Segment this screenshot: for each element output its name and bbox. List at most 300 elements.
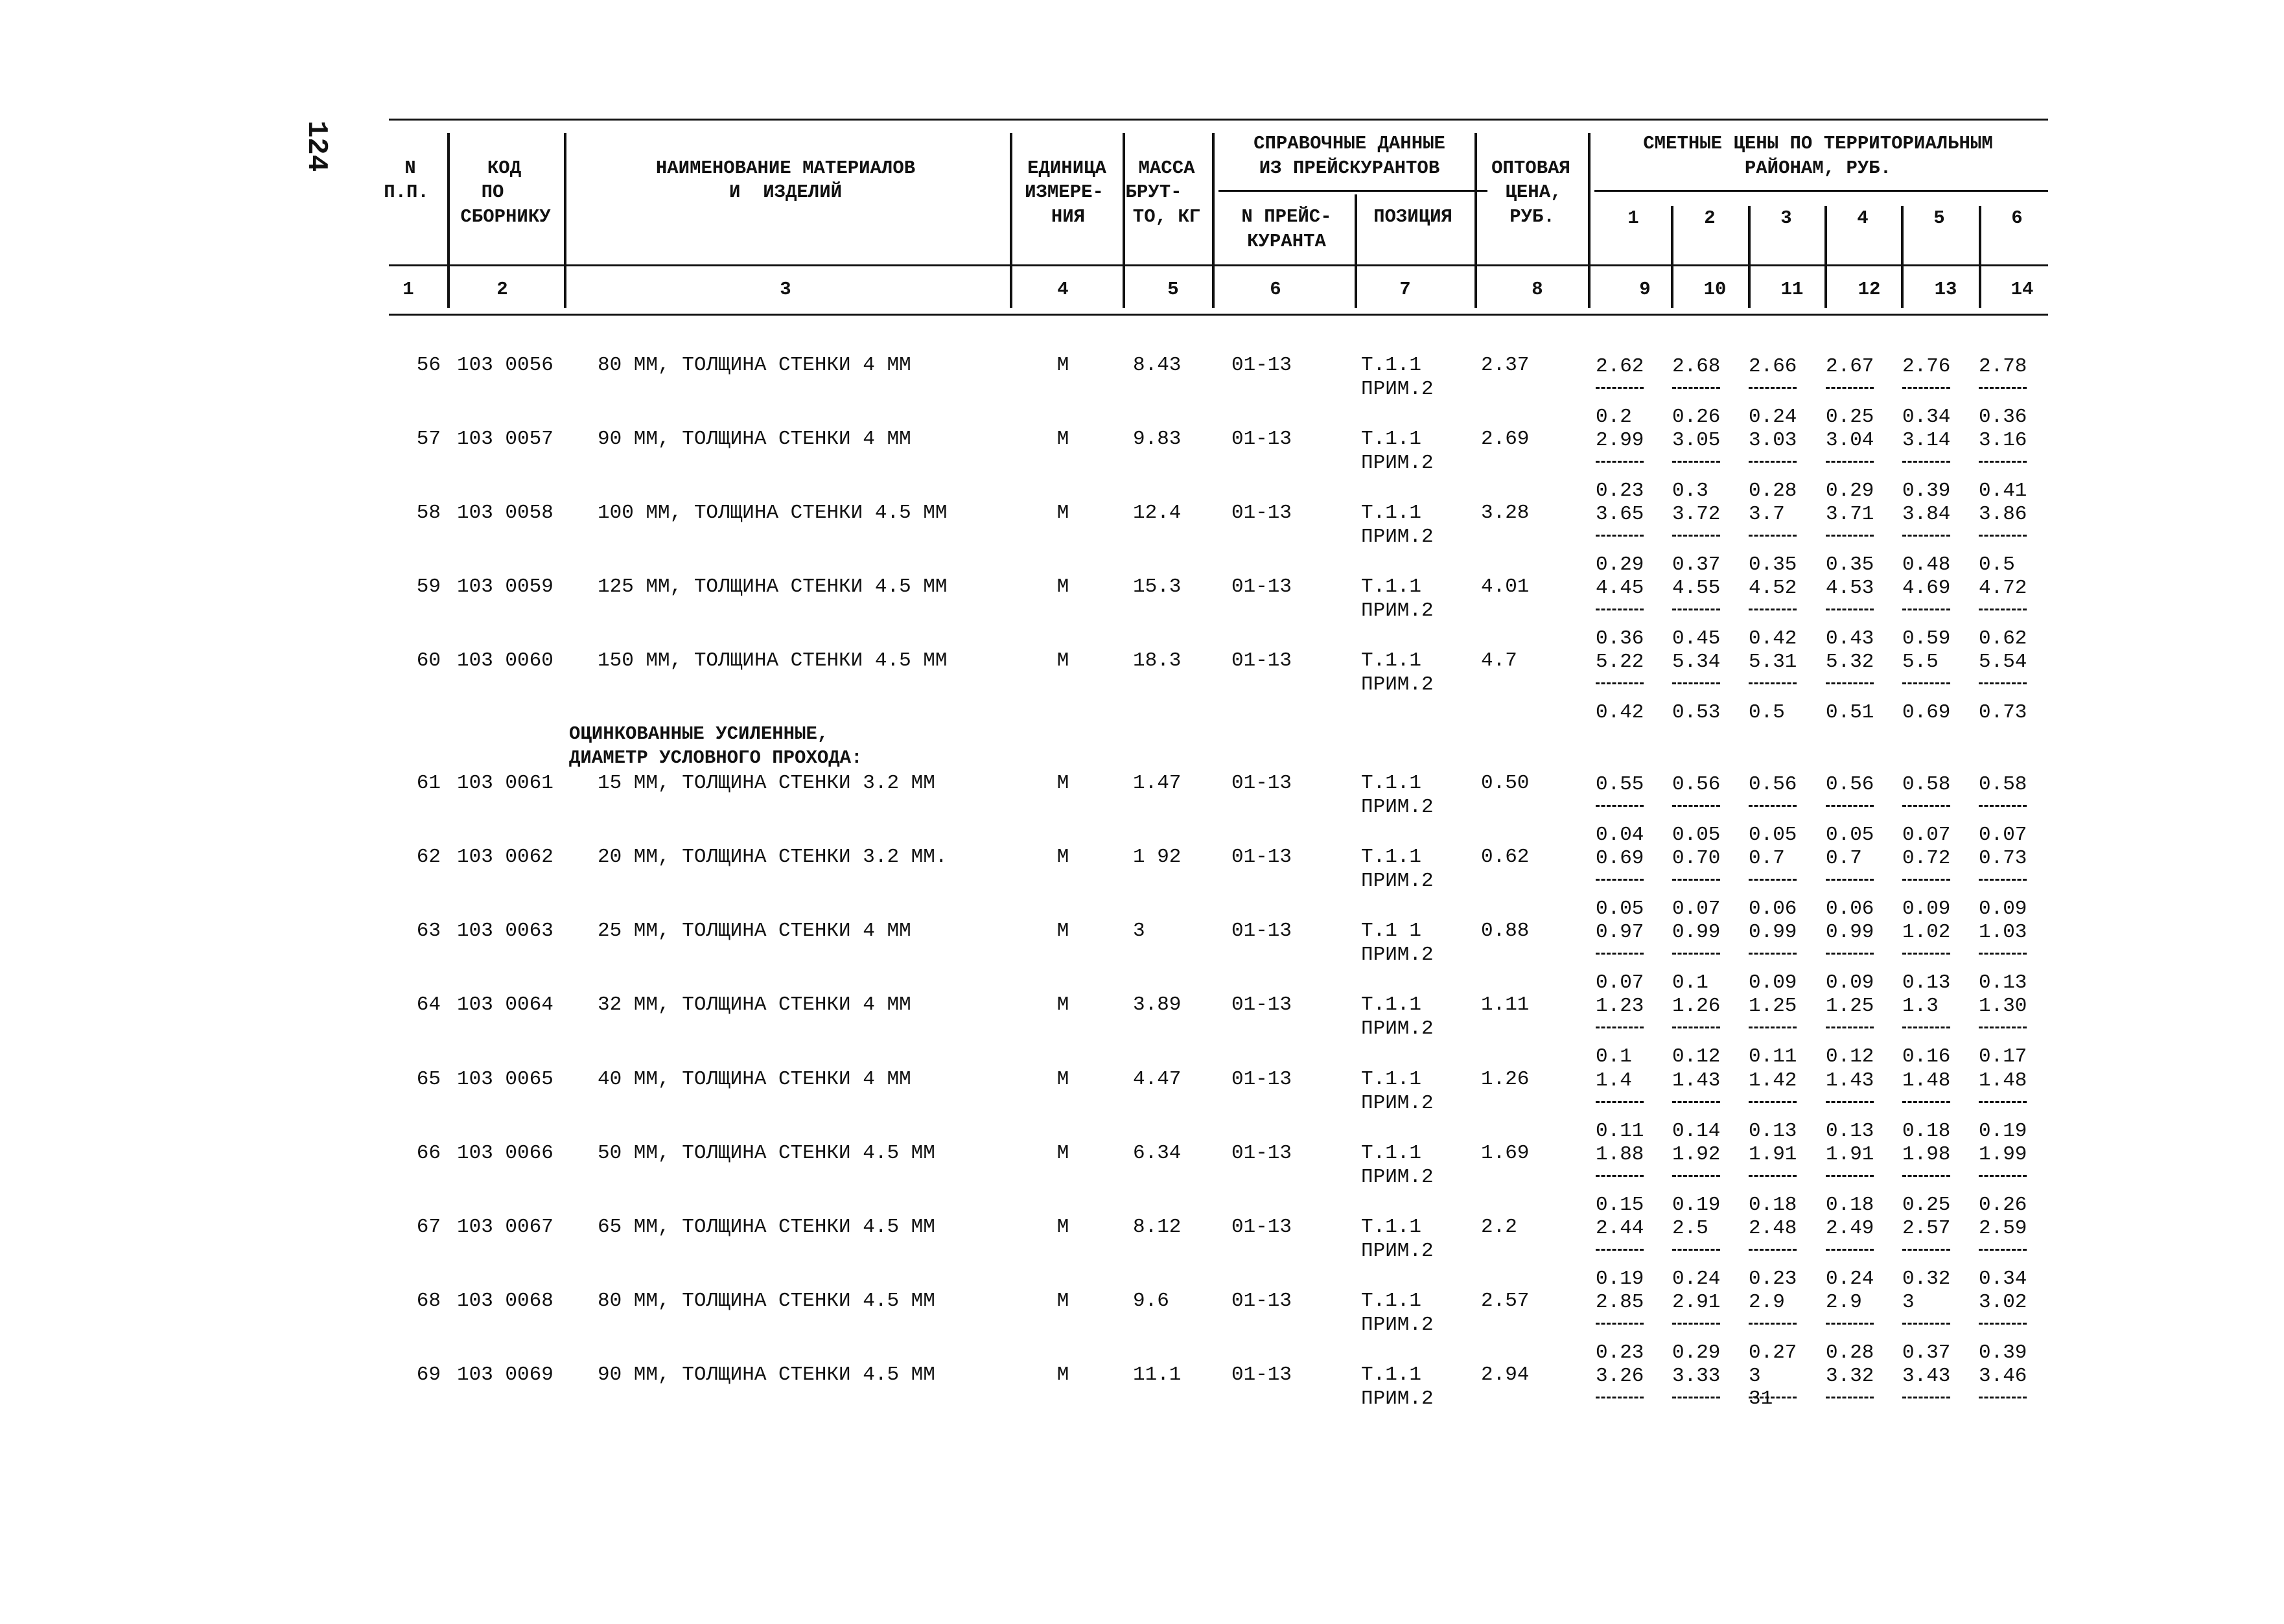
region-price-addon: 0.32 (1902, 1268, 1951, 1290)
section-title: ОЦИНКОВАННЫЕ УСИЛЕННЫЕ, (569, 723, 829, 745)
fraction-bar (1749, 879, 1797, 881)
row-position: Т.1.1 (1361, 502, 1422, 524)
region-price-value: 3.86 (1979, 503, 2027, 526)
col-sep (1010, 133, 1012, 308)
region-price-addon: 0.59 (1902, 627, 1951, 650)
fraction-bar (1749, 609, 1797, 610)
row-name: 100 ММ, ТОЛЩИНА СТЕНКИ 4.5 ММ (598, 502, 948, 524)
region-price-addon: 0.29 (1672, 1341, 1721, 1364)
region-price-value: 5.5 (1902, 651, 1939, 673)
row-price-list: 01-13 (1231, 1142, 1292, 1165)
region-price-value: 3.84 (1902, 503, 1951, 526)
row-mass: 8.12 (1133, 1216, 1182, 1238)
row-wholesale-price: 2.69 (1481, 428, 1530, 450)
region-price-addon: 0.23 (1749, 1268, 1797, 1290)
fraction-bar (1826, 953, 1874, 955)
col-sep (1979, 206, 1981, 308)
fraction-bar (1902, 609, 1950, 610)
region-price-addon: 0.05 (1672, 824, 1721, 846)
region-price-value: 0.56 (1749, 773, 1797, 796)
region-price-value: 1.99 (1979, 1143, 2027, 1166)
table-row (0, 577, 2284, 651)
fraction-bar (1826, 609, 1874, 610)
region-price-value: 5.32 (1826, 651, 1874, 673)
col-n-title: П.П. (384, 181, 429, 203)
table-row (0, 1069, 2284, 1144)
region-price-addon: 0.2 (1596, 406, 1632, 428)
col-price-title: РУБ. (1509, 206, 1555, 227)
fraction-bar (1826, 1027, 1874, 1028)
fraction-bar (1826, 387, 1874, 389)
region-price-addon: 0.07 (1979, 824, 2027, 846)
region-price-value: 5.31 (1749, 651, 1797, 673)
col-n-title: N (404, 157, 416, 179)
table-row (0, 847, 2284, 922)
region-price-addon: 0.18 (1826, 1194, 1874, 1216)
row-number: 58 (416, 502, 441, 524)
region-price-addon: 0.34 (1979, 1268, 2027, 1290)
header-regions-rule (1594, 190, 2048, 192)
region-price-value: 3.72 (1672, 503, 1721, 526)
region-price-value: 5.22 (1596, 651, 1644, 673)
row-number: 68 (416, 1290, 441, 1312)
col-num: 8 (1532, 279, 1543, 300)
row-code: 103 0063 (457, 920, 554, 942)
region-price-value: 1.25 (1826, 995, 1874, 1017)
row-name: 150 ММ, ТОЛЩИНА СТЕНКИ 4.5 ММ (598, 649, 948, 672)
region-price-value: 4.45 (1596, 577, 1644, 599)
region-price-value: 1.43 (1826, 1069, 1874, 1092)
fraction-bar (1672, 535, 1720, 537)
row-mass: 4.47 (1133, 1068, 1182, 1091)
row-position-note: ПРИМ.2 (1361, 1314, 1434, 1336)
col-num: 2 (496, 279, 508, 300)
col-name-title: НАИМЕНОВАНИЕ МАТЕРИАЛОВ (655, 157, 916, 179)
region-price-value: 3.32 (1826, 1365, 1874, 1387)
regions-title: РАЙОНАМ, РУБ. (1744, 157, 1892, 179)
fraction-bar (1979, 682, 2027, 684)
fraction-bar (1826, 1323, 1874, 1325)
region-price-addon: 0.09 (1826, 971, 1874, 994)
table-row (0, 1365, 2284, 1439)
col-price-title: ОПТОВАЯ (1491, 157, 1570, 179)
fraction-bar (1902, 1175, 1950, 1177)
fraction-bar (1596, 1175, 1644, 1177)
table-row (0, 921, 2284, 995)
fraction-bar (1979, 879, 2027, 881)
col-num: 3 (780, 279, 791, 300)
fraction-bar (1672, 1323, 1720, 1325)
region-price-value: 2.44 (1596, 1217, 1644, 1240)
row-position-note: ПРИМ.2 (1361, 673, 1434, 696)
row-position-note: ПРИМ.2 (1361, 1017, 1434, 1040)
fraction-bar (1672, 805, 1720, 807)
row-mass: 12.4 (1133, 502, 1182, 524)
fraction-bar (1596, 953, 1644, 955)
region-price-value: 3.43 (1902, 1365, 1951, 1387)
row-number: 64 (416, 993, 441, 1016)
region-price-addon: 0.1 (1672, 971, 1708, 994)
row-position-note: ПРИМ.2 (1361, 1166, 1434, 1189)
row-code: 103 0057 (457, 428, 554, 450)
row-mass: 3.89 (1133, 993, 1182, 1016)
col-num: 4 (1057, 279, 1069, 300)
ref-title: СПРАВОЧНЫЕ ДАННЫЕ (1253, 133, 1445, 154)
col-code-title: КОД (487, 157, 522, 179)
col-sep (564, 133, 566, 308)
row-position: Т.1.1 (1361, 575, 1422, 598)
region-price-addon: 0.19 (1979, 1120, 2027, 1143)
row-price-list: 01-13 (1231, 920, 1292, 942)
fraction-bar (1749, 1027, 1797, 1028)
row-price-list: 01-13 (1231, 772, 1292, 795)
row-price-list: 01-13 (1231, 354, 1292, 377)
fraction-bar (1749, 805, 1797, 807)
region-price-addon: 0.27 (1749, 1341, 1797, 1364)
fraction-bar (1749, 535, 1797, 537)
col-num: 1 (402, 279, 414, 300)
table-row (0, 651, 2284, 725)
row-mass: 3 (1133, 920, 1145, 942)
table-row (0, 429, 2284, 504)
row-name: 20 ММ, ТОЛЩИНА СТЕНКИ 3.2 ММ. (598, 846, 948, 868)
region-price-addon: 0.62 (1979, 627, 2027, 650)
region-price-addon: 0.26 (1979, 1194, 2027, 1216)
row-unit: М (1056, 575, 1069, 598)
region-price-value: 3 (1902, 1291, 1915, 1314)
col-code-title: ПО (481, 181, 504, 203)
region-price-addon: 0.12 (1826, 1045, 1874, 1068)
fraction-bar (1672, 387, 1720, 389)
row-position: Т.1 1 (1361, 920, 1422, 942)
region-price-value: 0.97 (1596, 921, 1644, 944)
region-price-addon: 0.07 (1902, 824, 1951, 846)
region-price-value: 3.03 (1749, 429, 1797, 452)
row-position-note: ПРИМ.2 (1361, 526, 1434, 548)
region-price-value: 0.72 (1902, 847, 1951, 870)
fraction-bar (1596, 682, 1644, 684)
region-num: 4 (1857, 207, 1869, 229)
fraction-bar (1749, 682, 1797, 684)
fraction-bar (1979, 461, 2027, 463)
fraction-bar (1826, 461, 1874, 463)
region-price-addon: 0.42 (1749, 627, 1797, 650)
row-unit: М (1056, 920, 1069, 942)
col-code-title: СБОРНИКУ (460, 206, 551, 227)
row-wholesale-price: 3.28 (1481, 502, 1530, 524)
region-price-value: 1.48 (1979, 1069, 2027, 1092)
fraction-bar (1979, 1175, 2027, 1177)
section-title: ДИАМЕТР УСЛОВНОГО ПРОХОДА: (569, 747, 863, 769)
row-code: 103 0059 (457, 575, 554, 598)
region-price-addon: 0.13 (1979, 971, 2027, 994)
fraction-bar (1902, 387, 1950, 389)
fraction-bar (1902, 953, 1950, 955)
fraction-bar (1902, 682, 1950, 684)
row-position-note: ПРИМ.2 (1361, 599, 1434, 622)
row-position: Т.1.1 (1361, 1216, 1422, 1238)
region-num: 2 (1704, 207, 1716, 229)
header-mid-rule (389, 264, 2048, 266)
row-name: 15 ММ, ТОЛЩИНА СТЕНКИ 3.2 ММ (598, 772, 935, 795)
region-price-addon: 0.15 (1596, 1194, 1644, 1216)
row-number: 61 (416, 772, 441, 795)
region-price-addon: 0.43 (1826, 627, 1874, 650)
fraction-bar (1826, 1175, 1874, 1177)
region-price-addon: 0.06 (1826, 898, 1874, 920)
row-position: Т.1.1 (1361, 772, 1422, 795)
fraction-bar (1672, 953, 1720, 955)
row-mass: 9.83 (1133, 428, 1182, 450)
region-price-addon: 0.35 (1749, 553, 1797, 576)
row-wholesale-price: 0.50 (1481, 772, 1530, 795)
region-price-addon: 0.39 (1902, 480, 1951, 502)
region-price-addon: 0.13 (1826, 1120, 1874, 1143)
region-price-value: 0.58 (1979, 773, 2027, 796)
region-price-addon: 0.35 (1826, 553, 1874, 576)
row-price-list: 01-13 (1231, 1068, 1292, 1091)
fraction-bar (1672, 609, 1720, 610)
region-price-addon: 0.28 (1749, 480, 1797, 502)
fraction-bar (1826, 805, 1874, 807)
table-row (0, 503, 2284, 577)
fraction-bar (1749, 953, 1797, 955)
row-mass: 18.3 (1133, 649, 1182, 672)
region-price-value: 5.54 (1979, 651, 2027, 673)
region-price-value: 3.16 (1979, 429, 2027, 452)
region-price-addon: 0.5 (1749, 701, 1785, 724)
row-number: 60 (416, 649, 441, 672)
fraction-bar (1672, 461, 1720, 463)
region-price-value: 2.99 (1596, 429, 1644, 452)
col-num: 9 (1639, 279, 1651, 300)
row-price-list: 01-13 (1231, 502, 1292, 524)
row-wholesale-price: 0.62 (1481, 846, 1530, 868)
row-price-list: 01-13 (1231, 1290, 1292, 1312)
fraction-bar (1902, 805, 1950, 807)
col-num: 11 (1780, 279, 1804, 300)
table-row (0, 355, 2284, 430)
col-num: 13 (1934, 279, 1957, 300)
row-position: Т.1.1 (1361, 428, 1422, 450)
region-price-value: 3.05 (1672, 429, 1721, 452)
region-price-addon: 0.41 (1979, 480, 2027, 502)
row-position: Т.1.1 (1361, 1068, 1422, 1091)
row-position-note: ПРИМ.2 (1361, 870, 1434, 892)
row-position-note: ПРИМ.2 (1361, 452, 1434, 474)
row-wholesale-price: 1.26 (1481, 1068, 1530, 1091)
region-price-value: 1.92 (1672, 1143, 1721, 1166)
region-price-value: 0.58 (1902, 773, 1951, 796)
region-price-addon: 0.36 (1979, 406, 2027, 428)
region-price-value: 1.02 (1902, 921, 1951, 944)
row-wholesale-price: 4.01 (1481, 575, 1530, 598)
header-bottom-rule (389, 314, 2048, 316)
region-price-addon: 0.42 (1596, 701, 1644, 724)
col-num: 7 (1399, 279, 1411, 300)
row-wholesale-price: 4.7 (1481, 649, 1517, 672)
region-price-addon: 0.09 (1902, 898, 1951, 920)
row-mass: 11.1 (1133, 1363, 1182, 1386)
col-sep (447, 133, 450, 308)
region-price-value: 0.7 (1749, 847, 1785, 870)
row-unit: М (1056, 1290, 1069, 1312)
row-position: Т.1.1 (1361, 649, 1422, 672)
region-price-value: 2.48 (1749, 1217, 1797, 1240)
col-unit-title: ИЗМЕРЕ- (1025, 181, 1104, 203)
fraction-bar (1902, 1101, 1950, 1103)
row-name: 32 ММ, ТОЛЩИНА СТЕНКИ 4 ММ (598, 993, 911, 1016)
fraction-bar (1902, 879, 1950, 881)
region-price-addon: 0.53 (1672, 701, 1721, 724)
row-position: Т.1.1 (1361, 993, 1422, 1016)
region-price-value: 3.26 (1596, 1365, 1644, 1387)
region-price-value: 3.04 (1826, 429, 1874, 452)
row-price-list: 01-13 (1231, 1363, 1292, 1386)
region-price-value: 1.3 (1902, 995, 1939, 1017)
regions-title: СМЕТНЫЕ ЦЕНЫ ПО ТЕРРИТОРИАЛЬНЫМ (1643, 133, 1993, 154)
region-price-value: 1.30 (1979, 995, 2027, 1017)
col-sep (1123, 133, 1125, 308)
col-unit-title: НИЯ (1051, 206, 1086, 227)
region-price-addon: 0.25 (1902, 1194, 1951, 1216)
region-price-addon: 0.09 (1749, 971, 1797, 994)
fraction-bar (1979, 953, 2027, 955)
table-row (0, 1217, 2284, 1292)
header-top-rule (389, 119, 2048, 121)
region-price-value: 2.62 (1596, 355, 1644, 378)
row-code: 103 0069 (457, 1363, 554, 1386)
region-price-value: 2.76 (1902, 355, 1951, 378)
region-price-addon: 0.73 (1979, 701, 2027, 724)
row-mass: 15.3 (1133, 575, 1182, 598)
fraction-bar (1979, 535, 2027, 537)
fraction-bar (1672, 1027, 1720, 1028)
fraction-bar (1596, 1249, 1644, 1251)
row-position: Т.1.1 (1361, 846, 1422, 868)
region-price-addon: 0.24 (1749, 406, 1797, 428)
fraction-bar (1596, 1323, 1644, 1325)
row-position: Т.1.1 (1361, 354, 1422, 377)
row-name: 90 ММ, ТОЛЩИНА СТЕНКИ 4.5 ММ (598, 1363, 935, 1386)
region-price-value: 3.14 (1902, 429, 1951, 452)
row-code: 103 0065 (457, 1068, 554, 1091)
region-price-addon: 0.45 (1672, 627, 1721, 650)
fraction-bar (1672, 879, 1720, 881)
fraction-bar (1672, 682, 1720, 684)
row-unit: М (1056, 1142, 1069, 1165)
fraction-bar (1902, 1249, 1950, 1251)
region-price-value: 0.70 (1672, 847, 1721, 870)
row-wholesale-price: 1.69 (1481, 1142, 1530, 1165)
region-price-addon: 0.23 (1596, 1341, 1644, 1364)
fraction-bar (1979, 1101, 2027, 1103)
row-code: 103 0064 (457, 993, 554, 1016)
region-price-value: 3.46 (1979, 1365, 2027, 1387)
fraction-bar (1596, 879, 1644, 881)
region-price-value: 1.98 (1902, 1143, 1951, 1166)
region-num: 5 (1933, 207, 1945, 229)
row-code: 103 0062 (457, 846, 554, 868)
fraction-bar (1826, 1397, 1874, 1398)
region-price-value: 2.78 (1979, 355, 2027, 378)
row-number: 59 (416, 575, 441, 598)
region-price-addon: 0.13 (1902, 971, 1951, 994)
region-price-value: 0.56 (1672, 773, 1721, 796)
fraction-bar (1902, 1397, 1950, 1398)
region-num: 6 (2011, 207, 2023, 229)
row-unit: М (1056, 354, 1069, 377)
row-number: 62 (416, 846, 441, 868)
region-price-addon: 0.04 (1596, 824, 1644, 846)
row-wholesale-price: 2.94 (1481, 1363, 1530, 1386)
col-pricelist-title: N ПРЕЙС- (1241, 206, 1332, 227)
col-unit-title: ЕДИНИЦА (1027, 157, 1106, 179)
row-wholesale-price: 2.57 (1481, 1290, 1530, 1312)
col-name-title: И ИЗДЕЛИЙ (728, 181, 843, 203)
row-code: 103 0066 (457, 1142, 554, 1165)
region-price-value: 1.91 (1826, 1143, 1874, 1166)
row-name: 65 ММ, ТОЛЩИНА СТЕНКИ 4.5 ММ (598, 1216, 935, 1238)
region-price-addon: 0.51 (1826, 701, 1874, 724)
row-code: 103 0061 (457, 772, 554, 795)
row-mass: 9.6 (1133, 1290, 1169, 1312)
row-position-note: ПРИМ.2 (1361, 1092, 1434, 1115)
row-position-note: ПРИМ.2 (1361, 378, 1434, 400)
fraction-bar (1749, 1175, 1797, 1177)
row-price-list: 01-13 (1231, 993, 1292, 1016)
region-price-addon: 0.28 (1826, 1341, 1874, 1364)
row-position-note: ПРИМ.2 (1361, 944, 1434, 966)
region-price-addon: 0.69 (1902, 701, 1951, 724)
region-price-addon: 0.09 (1979, 898, 2027, 920)
page-number: 124 (300, 121, 332, 172)
region-price-addon: 0.26 (1672, 406, 1721, 428)
fraction-bar (1749, 1323, 1797, 1325)
row-unit: М (1056, 993, 1069, 1016)
fraction-bar (1902, 535, 1950, 537)
table-row (0, 995, 2284, 1069)
col-mass-title: БРУТ- (1125, 181, 1182, 203)
fraction-bar (1979, 1249, 2027, 1251)
row-price-list: 01-13 (1231, 846, 1292, 868)
region-price-value: 0.99 (1672, 921, 1721, 944)
region-price-value: 3.7 (1749, 503, 1785, 526)
col-pricelist-title: КУРАНТА (1247, 231, 1326, 252)
col-mass-title: МАССА (1138, 157, 1195, 179)
row-price-list: 01-13 (1231, 649, 1292, 672)
col-num: 14 (2010, 279, 2034, 300)
row-position-note: ПРИМ.2 (1361, 1387, 1434, 1410)
fraction-bar (1596, 609, 1644, 610)
col-sep (1901, 206, 1904, 308)
region-price-addon: 0.5 (1979, 553, 2015, 576)
region-price-value: 2.9 (1749, 1291, 1785, 1314)
region-price-value: 0.69 (1596, 847, 1644, 870)
col-price-title: ЦЕНА, (1505, 181, 1562, 203)
region-price-addon: 0.23 (1596, 480, 1644, 502)
region-price-addon: 0.29 (1596, 553, 1644, 576)
row-wholesale-price: 2.37 (1481, 354, 1530, 377)
region-price-value: 4.52 (1749, 577, 1797, 599)
fraction-bar (1979, 1397, 2027, 1398)
col-sep (1671, 206, 1673, 308)
table-row (0, 1291, 2284, 1365)
region-price-value: 2.66 (1749, 355, 1797, 378)
table-row (0, 773, 2284, 848)
region-price-value: 2.9 (1826, 1291, 1862, 1314)
region-price-addon: 0.18 (1749, 1194, 1797, 1216)
